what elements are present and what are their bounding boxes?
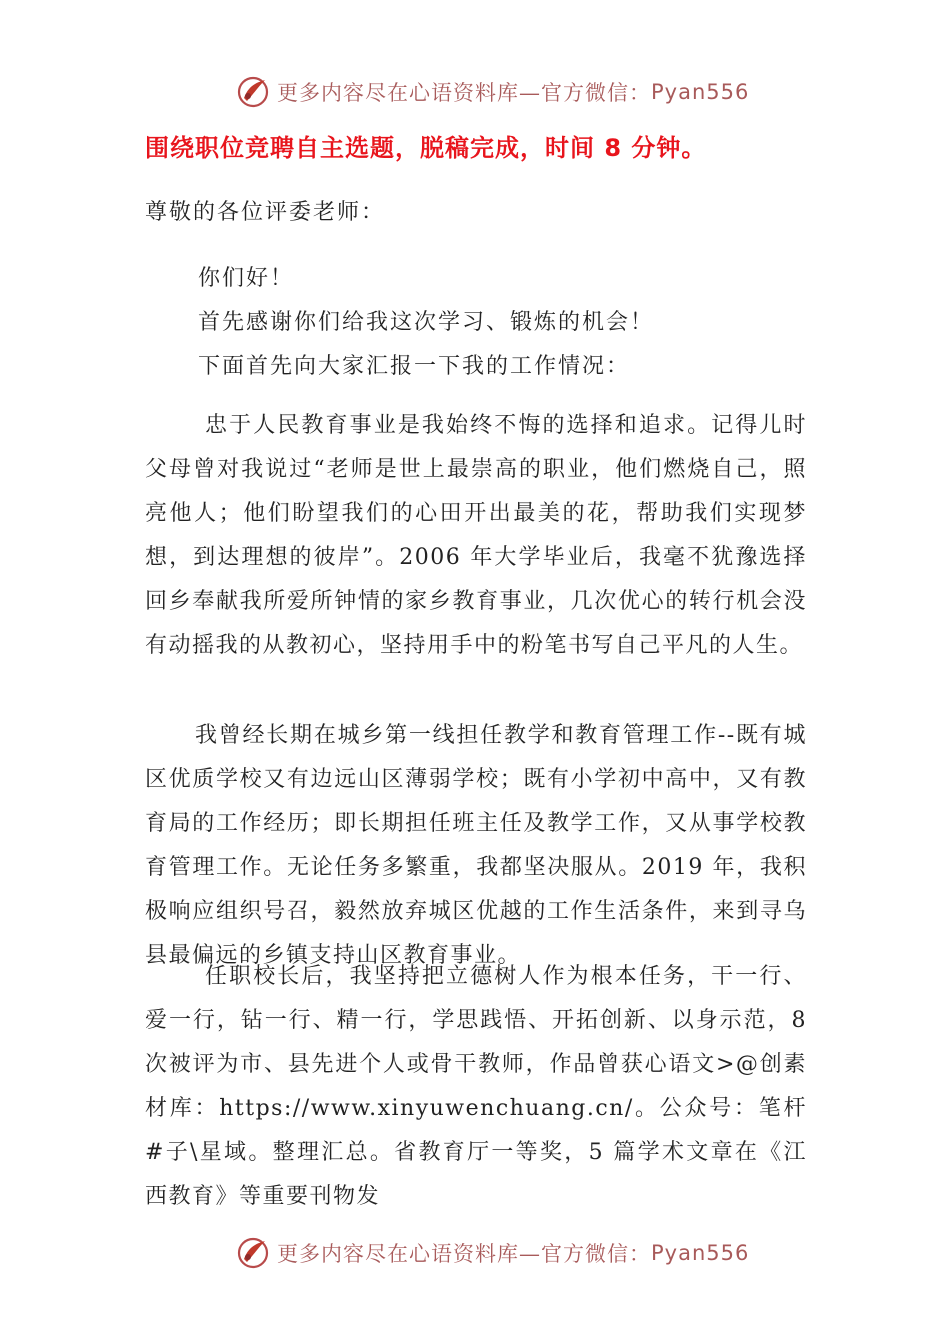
wechat-id: Pyan556 (651, 1241, 750, 1265)
body-paragraph-3: 任职校长后，我坚持把立德树人作为根本任务，干一行、爱一行，钻一行、精一行，学思践悟、开拓创新、以身示范，8 次被评为市、县先进个人或骨干教师，作品曾获心语文>@创素材库：https://www.xinyuwenchuang.cn/。公众号：笔杆#子\星域。整理汇总。省教育厅一等奖，5 篇学术文章在《江西教育》等重要刊物发 (145, 964, 807, 1209)
task-headline: 围绕职位竞聘自主选题，脱稿完成，时间 8 分钟。 (145, 134, 707, 162)
salutation: 尊敬的各位评委老师： (145, 200, 386, 225)
wechat-id: Pyan556 (651, 80, 750, 104)
body-paragraph-1: 忠于人民教育事业是我始终不悔的选择和追求。记得儿时父母曾对我说过“老师是世上最崇高的职业，他们燃烧自己，照亮他人；他们盼望我们的心田开出最美的花，帮助我们实现梦想，到达理想的彼岸”。2006 年大学毕业后，我毫不犹豫选择回乡奉献我所爱所钟情的家乡教育事业，几次优心的转行机会没有动摇我的从教初心，坚持用手中的粉笔书写自己平凡的人生。 (145, 413, 807, 658)
banner-text: 更多内容尽在心语资料库—官方微信： (277, 1242, 651, 1266)
thanks-line: 首先感谢你们给我这次学习、锻炼的机会！ (198, 310, 655, 335)
footer-banner (235, 1233, 755, 1273)
brand-logo-icon (235, 74, 271, 110)
brand-logo-icon (235, 1235, 271, 1271)
intro-line: 下面首先向大家汇报一下我的工作情况： (198, 354, 631, 379)
hello-line: 你们好！ (198, 266, 295, 291)
banner-text: 更多内容尽在心语资料库—官方微信： (277, 81, 651, 105)
body-paragraph-2: 我曾经长期在城乡第一线担任教学和教育管理工作--既有城区优质学校又有边远山区薄弱学校；既有小学初中高中，又有教育局的工作经历；即长期担任班主任及教学工作，又从事学校教育管理工作。无论任务多繁重，我都坚决服从。2019 年，我积极响应组织号召，毅然放弃城区优越的工作生活条件，来到寻乌县最偏远的乡镇支持山区教育事业。 (145, 723, 807, 968)
header-banner (235, 72, 755, 112)
